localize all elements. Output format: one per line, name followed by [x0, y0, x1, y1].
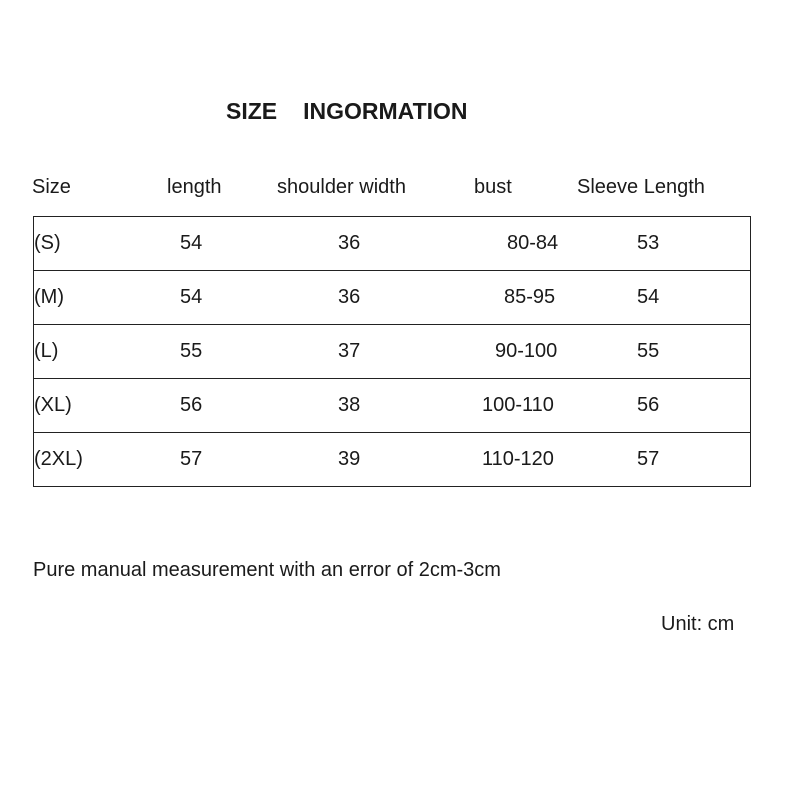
- header-length: length: [167, 176, 222, 198]
- cell-shoulder: 37: [264, 325, 414, 379]
- cell-shoulder: 39: [264, 433, 414, 487]
- cell-bust: 90-100: [414, 325, 579, 379]
- cell-length: 55: [164, 325, 264, 379]
- header-size: Size: [32, 176, 71, 198]
- cell-length: 54: [180, 232, 203, 254]
- cell-bust: 110-120: [414, 433, 579, 487]
- table-row: [34, 379, 751, 433]
- table-header: [0, 176, 800, 206]
- cell-size: (XL): [34, 379, 165, 433]
- cell-size: (L): [34, 325, 165, 379]
- cell-sleeve: 54: [579, 271, 751, 325]
- table-row: [34, 271, 751, 325]
- table-row: [34, 217, 751, 271]
- header-shoulder-width: shoulder width: [277, 176, 406, 198]
- cell-shoulder: 38: [264, 379, 414, 433]
- cell-size: (S): [34, 232, 61, 254]
- cell-sleeve: 56: [579, 379, 751, 433]
- measurement-note: Pure manual measurement with an error of 2cm-3cm: [33, 559, 501, 581]
- cell-shoulder: 36: [264, 271, 414, 325]
- cell-shoulder: 36: [338, 232, 361, 254]
- cell-sleeve: 53: [637, 232, 660, 254]
- header-bust: bust: [474, 176, 512, 198]
- cell-bust: 85-95: [414, 271, 579, 325]
- table-row: [34, 325, 751, 379]
- cell-sleeve: 55: [579, 325, 751, 379]
- cell-length: 56: [164, 379, 264, 433]
- cell-size: (M): [34, 271, 165, 325]
- cell-bust: 100-110: [414, 379, 579, 433]
- page-title: [226, 98, 468, 125]
- cell-size: (2XL): [34, 433, 165, 487]
- cell-bust: 80-84: [507, 232, 559, 254]
- header-sleeve-length: Sleeve Length: [577, 176, 705, 198]
- title-information: INGORMATION: [303, 98, 468, 124]
- table-row: [34, 433, 751, 487]
- unit-label: Unit: cm: [661, 613, 735, 635]
- cell-length: 54: [164, 271, 264, 325]
- cell-length: 57: [164, 433, 264, 487]
- size-table: [33, 216, 751, 487]
- cell-sleeve: 57: [579, 433, 751, 487]
- title-size: SIZE: [226, 98, 278, 124]
